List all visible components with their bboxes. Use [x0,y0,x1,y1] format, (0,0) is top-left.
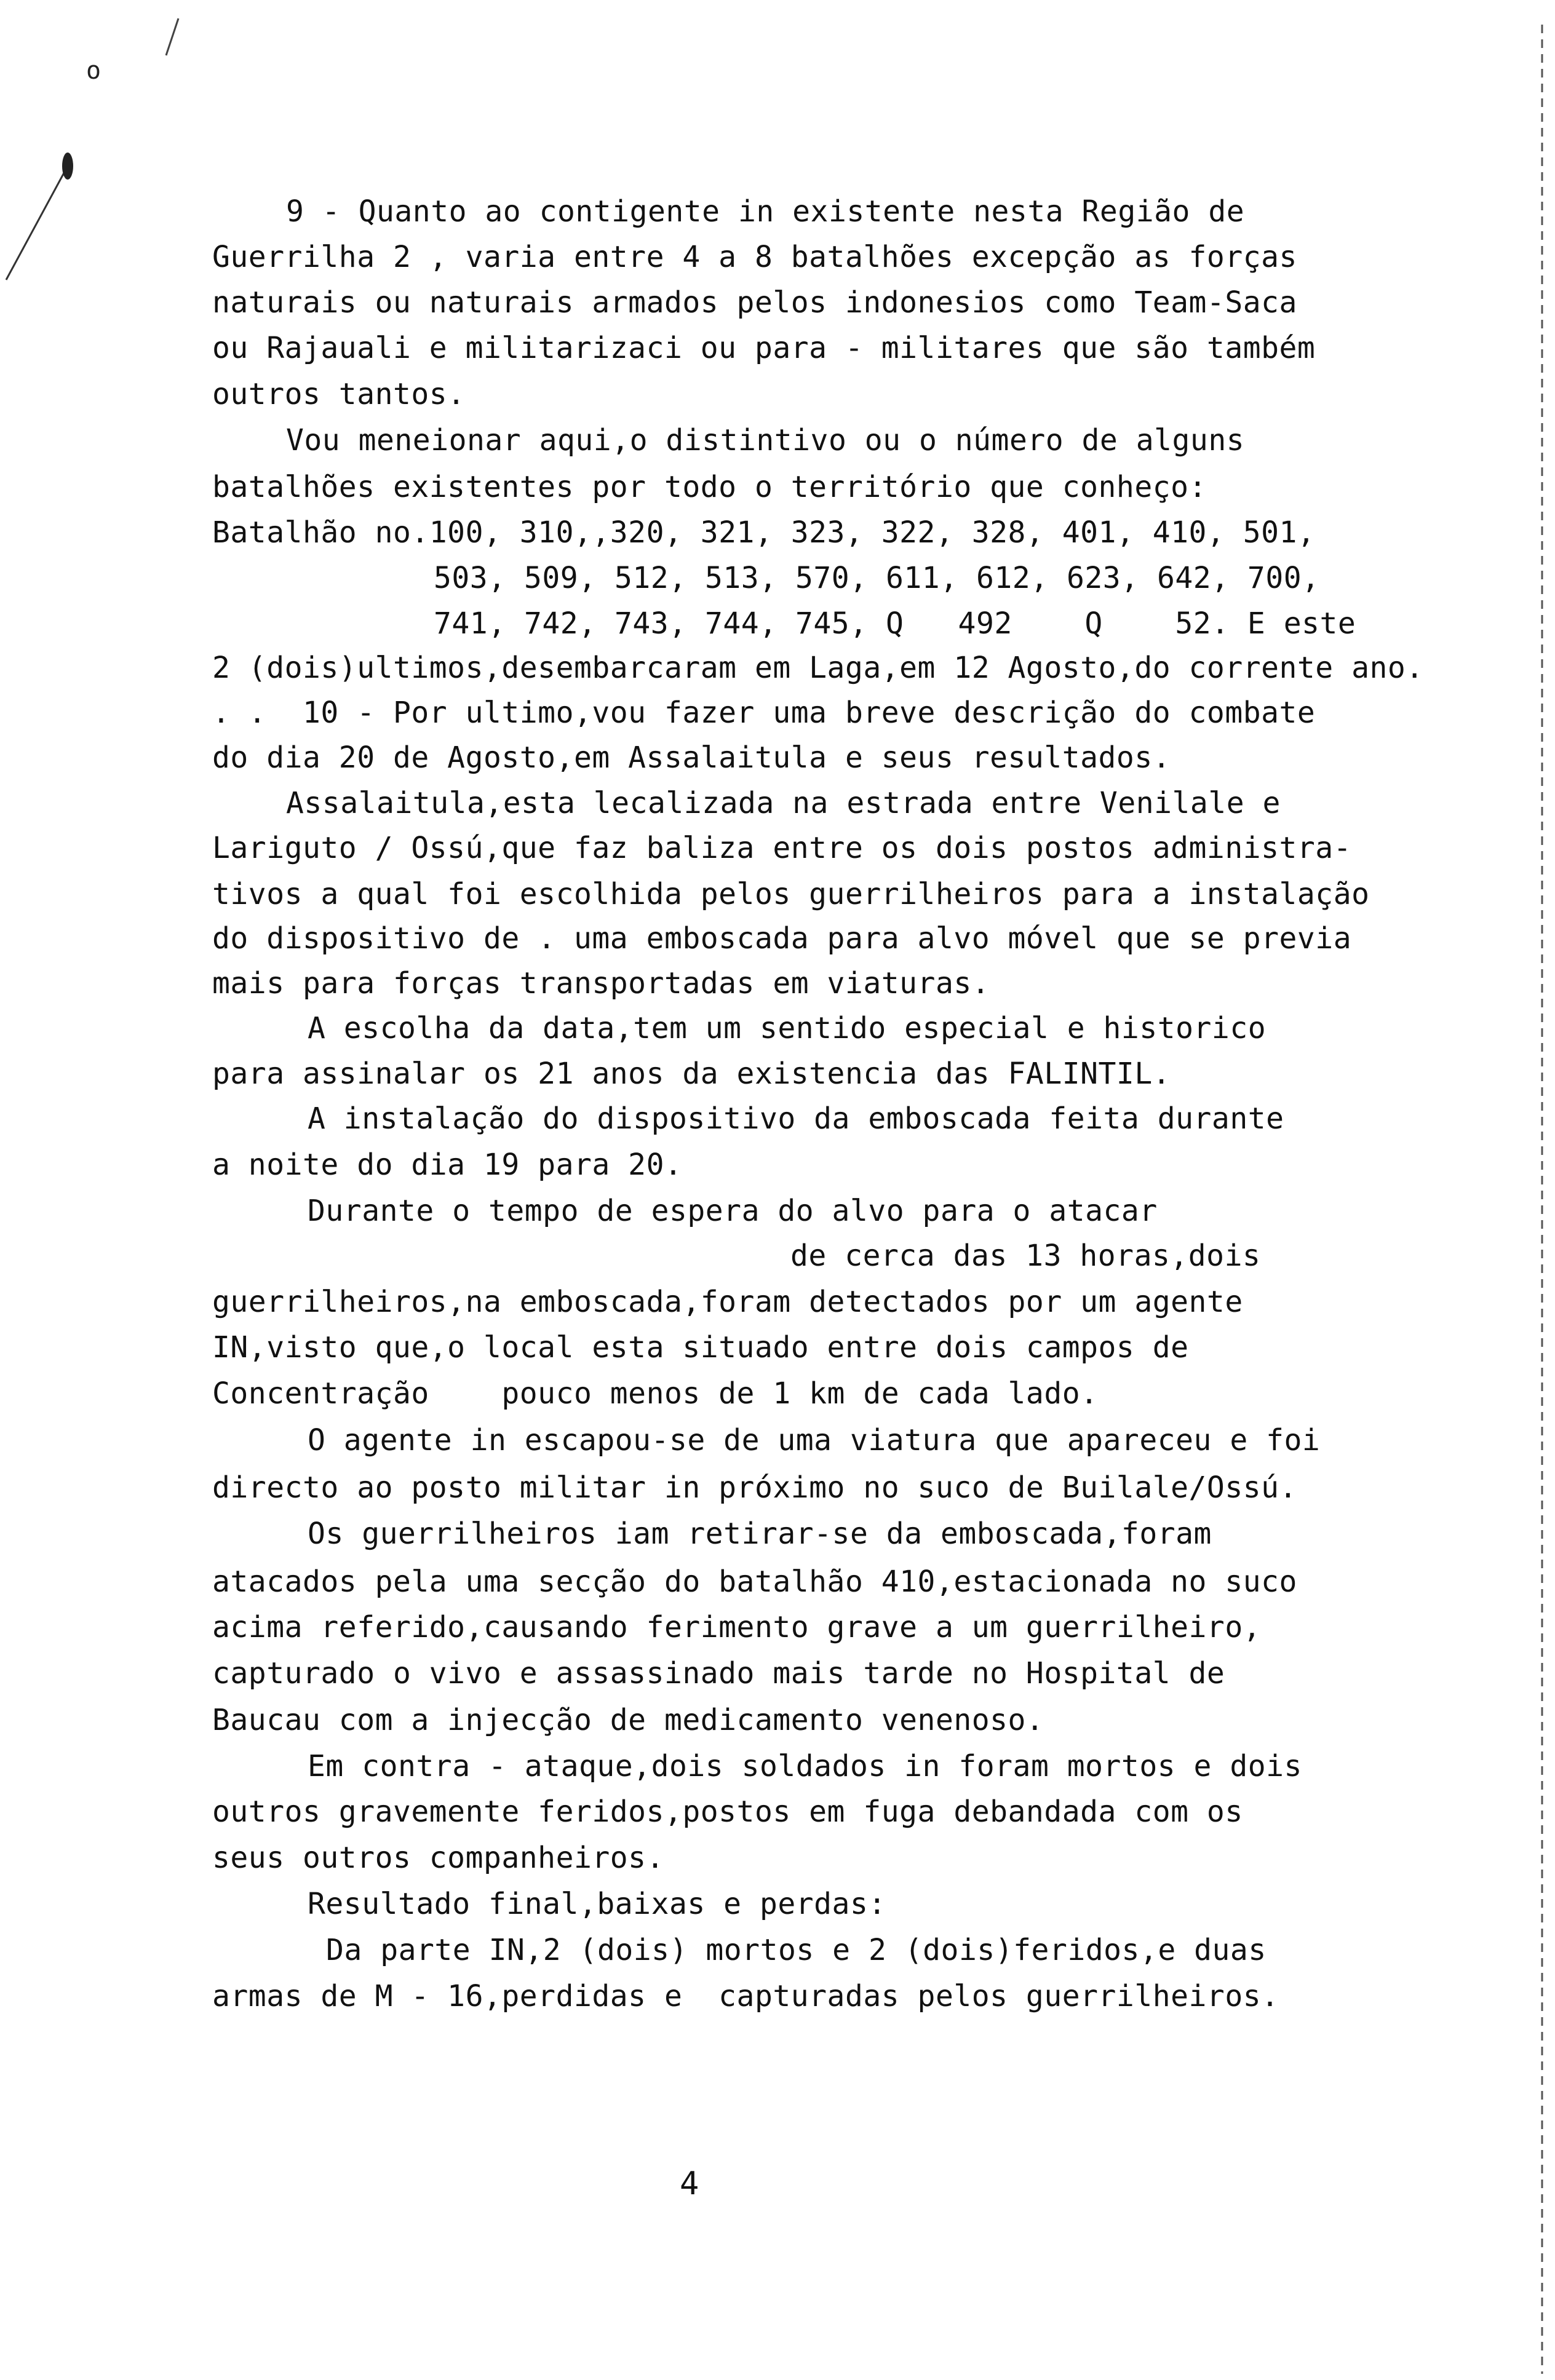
text-line: Os guerrilheiros iam retirar-se da emboscada,foram [308,1517,1212,1551]
text-line: A instalação do dispositivo da emboscada feita durante [308,1101,1284,1136]
left-margin-slash [6,166,68,280]
text-line: outros tantos. [212,377,466,411]
text-line: A escolha da data,tem um sentido especial e historico [308,1011,1267,1045]
text-line: capturado o vivo e assassinado mais tarde no Hospital de [212,1656,1225,1691]
stray-mark: o [86,57,101,85]
text-line: Em contra - ataque,dois soldados in foram mortos e dois [308,1749,1302,1783]
text-line: naturais ou naturais armados pelos indonesios como Team-Saca [212,285,1297,320]
text-line: Concentração pouco menos de 1 km de cada lado. [212,1376,1099,1411]
text-line: IN,visto que,o local esta situado entre dois campos de [212,1330,1189,1365]
text-line: mais para forças transportadas em viaturas. [212,966,990,1001]
text-line: seus outros companheiros. [212,1841,664,1875]
page-number: 4 [680,2165,699,2202]
text-line: a noite do dia 19 para 20. [212,1148,683,1182]
text-line: ou Rajauali e militarizaci ou para - militares que são também [212,331,1316,365]
text-line: 741, 742, 743, 744, 745, Q 492 Q 52. E este [434,606,1356,641]
text-line: do dispositivo de . uma emboscada para alvo móvel que se previa [212,921,1352,956]
text-line: outros gravemente feridos,postos em fuga debandada com os [212,1795,1243,1829]
text-line: 503, 509, 512, 513, 570, 611, 612, 623, 642, 700, [434,561,1320,595]
text-line: armas de M - 16,perdidas e capturadas pelos guerrilheiros. [212,1979,1279,2013]
text-line: batalhões existentes por todo o território que conheço: [212,470,1207,504]
text-line: de cerca das 13 horas,dois [790,1239,1261,1273]
text-line: tivos a qual foi escolhida pelos guerrilheiros para a instalação [212,877,1370,911]
text-line: Guerrilha 2 , varia entre 4 a 8 batalhões excepção as forças [212,240,1297,274]
text-line: O agente in escapou-se de uma viatura que apareceu e foi [308,1423,1321,1458]
text-line: Batalhão no.100, 310,,320, 321, 323, 322, 328, 401, 410, 501, [212,515,1316,550]
text-line: Baucau com a injecção de medicamento venenoso. [212,1703,1044,1737]
text-line: Da parte IN,2 (dois) mortos e 2 (dois)feridos,e duas [326,1933,1267,1967]
text-line: Assalaitula,esta lecalizada na estrada entre Venilale e [286,786,1281,820]
text-line: Durante o tempo de espera do alvo para o atacar [308,1194,1158,1228]
text-line: guerrilheiros,na emboscada,foram detectados por um agente [212,1285,1243,1319]
text-line: Resultado final,baixas e perdas: [308,1887,886,1921]
text-line: Lariguto / Ossú,que faz baliza entre os dois postos administra- [212,831,1352,865]
text-line: . . 10 - Por ultimo,vou fazer uma breve descrição do combate [212,696,1316,730]
text-line: acima referido,causando ferimento grave a um guerrilheiro, [212,1610,1262,1644]
left-margin-blot [62,153,73,180]
text-line: 9 - Quanto ao contigente in existente nesta Região de [286,194,1245,229]
text-line: 2 (dois)ultimos,desembarcaram em Laga,em 12 Agosto,do corrente ano. [212,651,1424,685]
top-margin-tick [166,18,178,55]
text-line: atacados pela uma secção do batalhão 410,estacionada no suco [212,1565,1297,1599]
text-line: directo ao posto militar in próximo no suco de Builale/Ossú. [212,1470,1297,1505]
text-line: para assinalar os 21 anos da existencia das FALINTIL. [212,1057,1171,1091]
text-line: do dia 20 de Agosto,em Assalaitula e seus resultados. [212,740,1171,775]
text-line: Vou meneionar aqui,o distintivo ou o número de alguns [286,423,1245,458]
